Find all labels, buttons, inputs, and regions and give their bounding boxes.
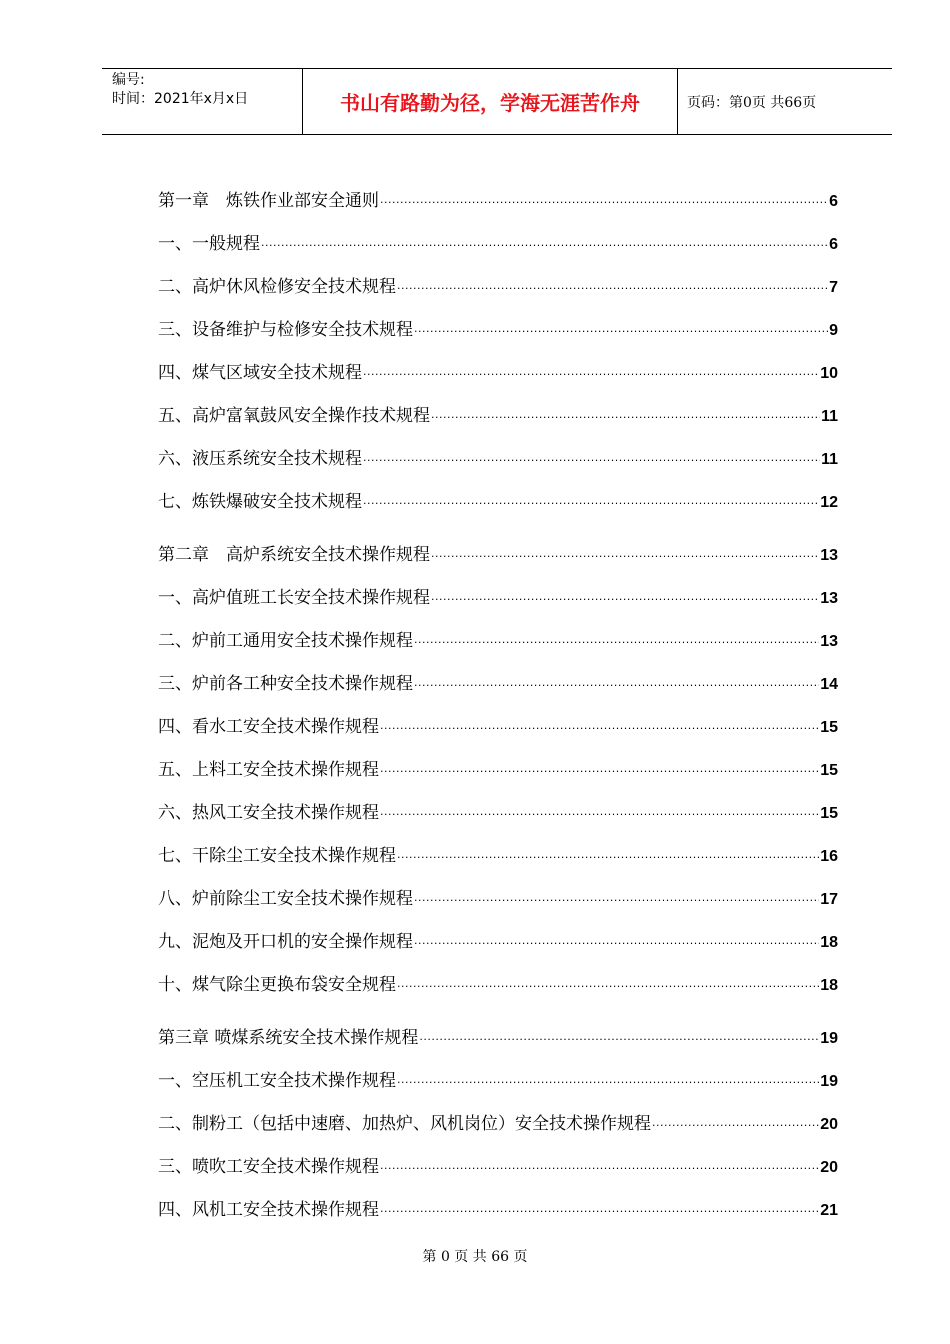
toc-leader-dots bbox=[414, 894, 819, 907]
toc-leader-dots bbox=[380, 765, 819, 778]
toc-entry[interactable] bbox=[158, 841, 838, 865]
toc-entry-page: 12 bbox=[820, 494, 838, 511]
toc-entry-page: 16 bbox=[820, 848, 838, 865]
toc-entry-title: 八、炉前除尘工安全技术操作规程 bbox=[158, 889, 413, 909]
toc-leader-dots bbox=[431, 550, 819, 563]
header-page-info: 页码：第0页 共66页 bbox=[687, 94, 817, 111]
toc-leader-dots bbox=[414, 937, 819, 950]
toc-entry[interactable] bbox=[158, 444, 838, 468]
toc-leader-dots bbox=[363, 454, 820, 467]
toc-entry-page: 7 bbox=[829, 279, 838, 296]
toc-entry[interactable] bbox=[158, 540, 838, 564]
toc-entry-page: 20 bbox=[820, 1159, 838, 1176]
toc-entry-title: 一、空压机工安全技术操作规程 bbox=[158, 1071, 396, 1091]
header-motto: 书山有路勤为径，学海无涯苦作舟 bbox=[303, 69, 678, 134]
toc-entry-title: 五、上料工安全技术操作规程 bbox=[158, 760, 379, 780]
toc-entry[interactable] bbox=[158, 315, 838, 339]
toc-leader-dots bbox=[380, 808, 819, 821]
toc-entry[interactable] bbox=[158, 1023, 838, 1047]
toc-entry-title: 二、炉前工通用安全技术操作规程 bbox=[158, 631, 413, 651]
toc-entry-title: 四、煤气区域安全技术规程 bbox=[158, 363, 362, 383]
toc-leader-dots bbox=[380, 1205, 819, 1218]
toc-entry-title: 七、炼铁爆破安全技术规程 bbox=[158, 492, 362, 512]
toc-entry[interactable] bbox=[158, 358, 838, 382]
toc-leader-dots bbox=[397, 851, 819, 864]
toc-entry[interactable] bbox=[158, 583, 838, 607]
toc-entry-page: 18 bbox=[820, 934, 838, 951]
toc-entry-title: 四、风机工安全技术操作规程 bbox=[158, 1200, 379, 1220]
toc-leader-dots bbox=[419, 1033, 819, 1046]
toc-entry[interactable] bbox=[158, 927, 838, 951]
toc-entry-title: 三、炉前各工种安全技术操作规程 bbox=[158, 674, 413, 694]
toc-entry[interactable] bbox=[158, 669, 838, 693]
toc-entry-page: 13 bbox=[820, 547, 838, 564]
toc-entry-title: 六、热风工安全技术操作规程 bbox=[158, 803, 379, 823]
toc-leader-dots bbox=[397, 282, 828, 295]
toc-leader-dots bbox=[380, 722, 819, 735]
toc-entry-page: 15 bbox=[820, 762, 838, 779]
toc-leader-dots bbox=[414, 679, 819, 692]
toc-entry[interactable] bbox=[158, 186, 838, 210]
toc-entry-page: 11 bbox=[821, 451, 838, 468]
toc-entry-title: 一、高炉值班工长安全技术操作规程 bbox=[158, 588, 430, 608]
toc-leader-dots bbox=[431, 411, 820, 424]
toc-leader-dots bbox=[380, 1162, 819, 1175]
toc-entry[interactable] bbox=[158, 970, 838, 994]
toc-entry-page: 20 bbox=[820, 1116, 838, 1133]
toc-entry-title: 六、液压系统安全技术规程 bbox=[158, 449, 362, 469]
toc-entry-title: 三、设备维护与检修安全技术规程 bbox=[158, 320, 413, 340]
toc-entry-page: 6 bbox=[829, 236, 838, 253]
toc-entry-page: 15 bbox=[820, 805, 838, 822]
toc-entry[interactable] bbox=[158, 487, 838, 511]
page-footer: 第 0 页 共 66 页 bbox=[422, 1249, 528, 1265]
number-label: 编号: bbox=[112, 72, 145, 88]
toc-entry[interactable] bbox=[158, 1152, 838, 1176]
toc-entry[interactable] bbox=[158, 1109, 838, 1133]
toc-leader-dots bbox=[363, 497, 819, 510]
toc-leader-dots bbox=[380, 196, 828, 209]
toc-entry[interactable] bbox=[158, 1195, 838, 1219]
toc-entry-title: 第一章 炼铁作业部安全通则 bbox=[158, 191, 379, 211]
toc-entry-title: 四、看水工安全技术操作规程 bbox=[158, 717, 379, 737]
toc-entry[interactable] bbox=[158, 1066, 838, 1090]
toc-entry-page: 13 bbox=[820, 633, 838, 650]
toc-entry-page: 6 bbox=[829, 193, 838, 210]
toc-entry-title: 第三章 喷煤系统安全技术操作规程 bbox=[158, 1028, 419, 1048]
toc-entry[interactable] bbox=[158, 884, 838, 908]
toc-entry[interactable] bbox=[158, 626, 838, 650]
toc-entry-title: 一、一般规程 bbox=[158, 234, 260, 254]
toc-entry-title: 二、制粉工（包括中速磨、加热炉、风机岗位）安全技术操作规程 bbox=[158, 1114, 651, 1134]
toc-leader-dots bbox=[261, 239, 828, 252]
toc-entry-title: 第二章 高炉系统安全技术操作规程 bbox=[158, 545, 430, 565]
toc-entry-page: 17 bbox=[820, 891, 838, 908]
toc-leader-dots bbox=[414, 325, 828, 338]
toc-leader-dots bbox=[652, 1119, 819, 1132]
toc-entry-page: 13 bbox=[820, 590, 838, 607]
toc-leader-dots bbox=[397, 980, 819, 993]
toc-entry[interactable] bbox=[158, 272, 838, 296]
toc-entry-title: 十、煤气除尘更换布袋安全规程 bbox=[158, 975, 396, 995]
toc-entry-title: 二、高炉休风检修安全技术规程 bbox=[158, 277, 396, 297]
toc-leader-dots bbox=[414, 636, 819, 649]
toc-leader-dots bbox=[363, 368, 819, 381]
toc-entry[interactable] bbox=[158, 798, 838, 822]
toc-entry-page: 21 bbox=[820, 1202, 838, 1219]
header-meta bbox=[102, 69, 303, 134]
toc-entry-page: 11 bbox=[821, 408, 838, 425]
toc-leader-dots bbox=[431, 593, 819, 606]
toc-entry-page: 19 bbox=[820, 1030, 838, 1047]
toc-entry[interactable] bbox=[158, 712, 838, 736]
toc-entry-page: 18 bbox=[820, 977, 838, 994]
toc-entry-title: 九、泥炮及开口机的安全操作规程 bbox=[158, 932, 413, 952]
toc-entry-page: 9 bbox=[829, 322, 838, 339]
toc-entry-page: 14 bbox=[820, 676, 838, 693]
page-header bbox=[102, 68, 892, 135]
toc-entry-title: 五、高炉富氧鼓风安全操作技术规程 bbox=[158, 406, 430, 426]
toc-entry[interactable] bbox=[158, 755, 838, 779]
toc-entry-title: 七、干除尘工安全技术操作规程 bbox=[158, 846, 396, 866]
time-label: 时间：2021年x月x日 bbox=[112, 91, 249, 107]
toc-entry[interactable] bbox=[158, 229, 838, 253]
toc-entry-page: 15 bbox=[820, 719, 838, 736]
toc-entry-page: 10 bbox=[820, 365, 838, 382]
toc-entry-page: 19 bbox=[820, 1073, 838, 1090]
toc-entry-title: 三、喷吹工安全技术操作规程 bbox=[158, 1157, 379, 1177]
toc-leader-dots bbox=[397, 1076, 819, 1089]
toc-entry[interactable] bbox=[158, 401, 838, 425]
